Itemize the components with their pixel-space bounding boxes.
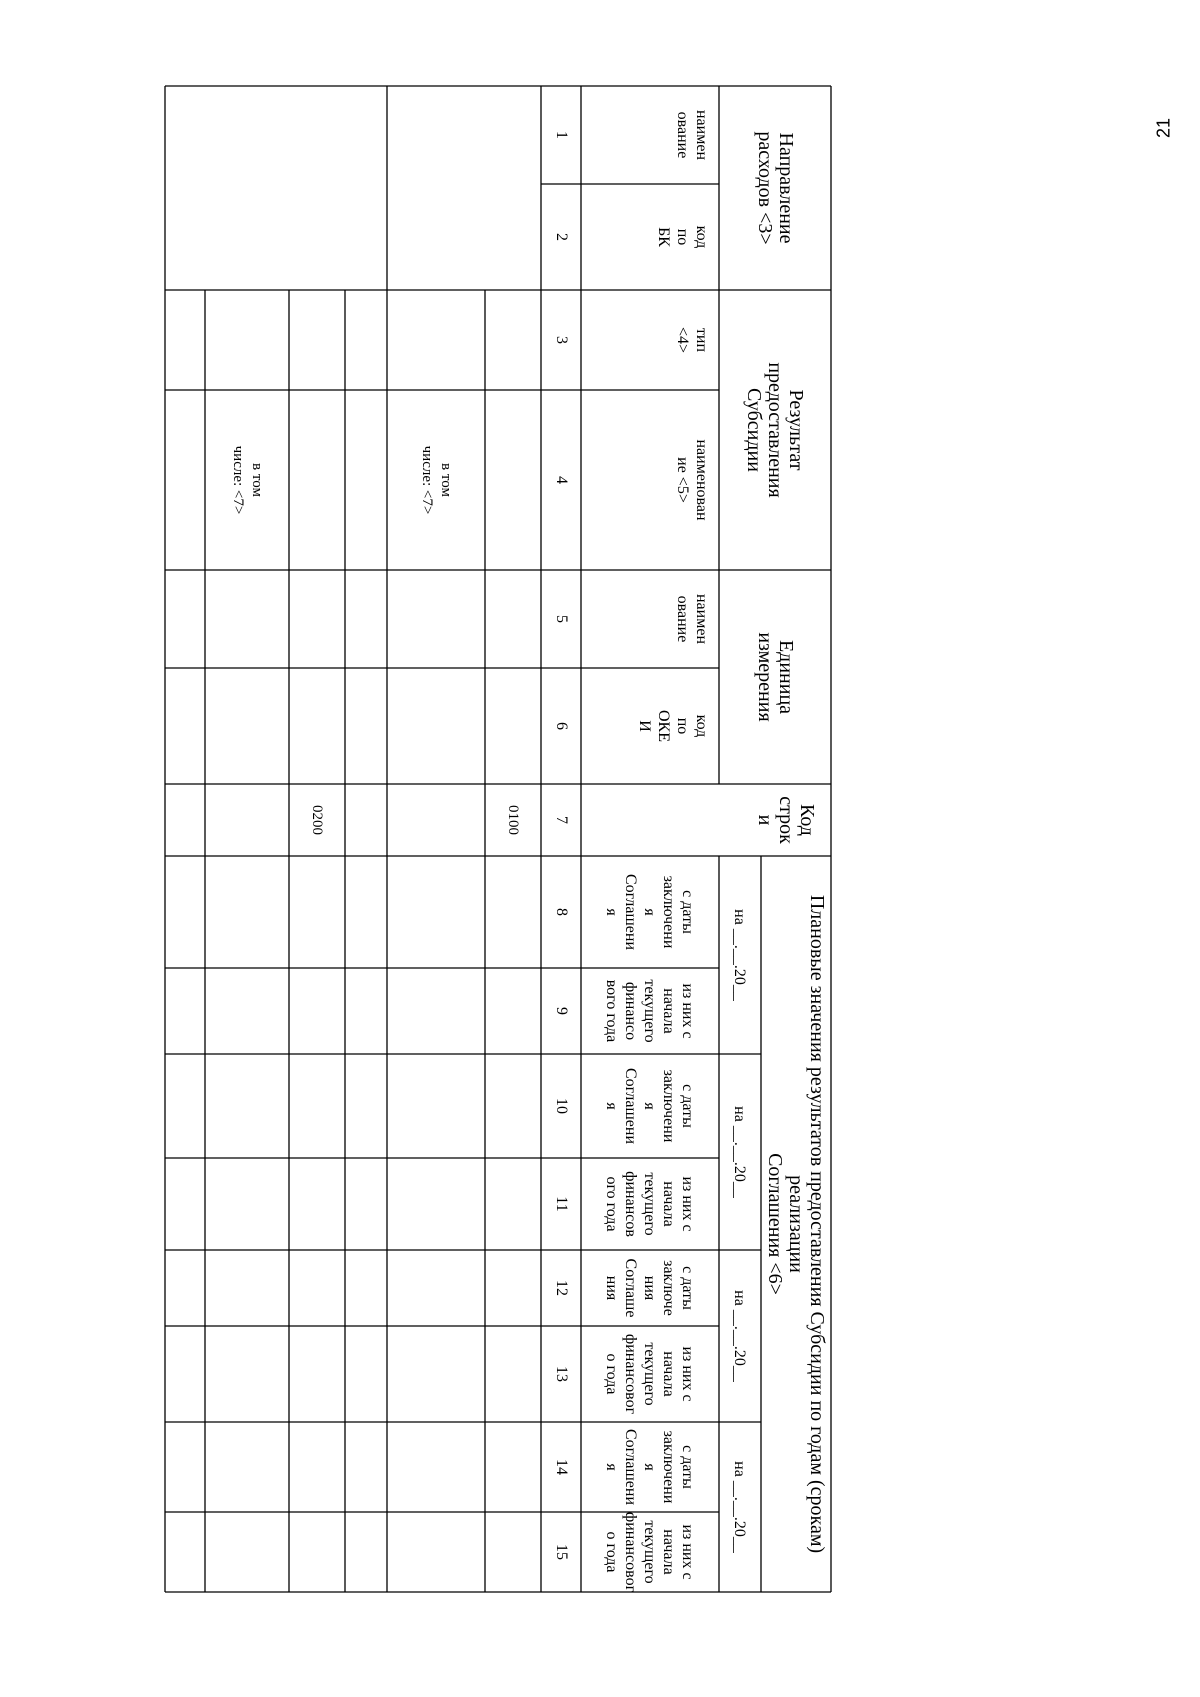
column-number: 5 <box>553 615 570 623</box>
row-code-0200: 0200 <box>309 805 326 835</box>
column-number: 4 <box>553 476 570 484</box>
including-note: в том числе: <7> <box>230 445 265 515</box>
header-unit: Единица измерения <box>754 632 797 722</box>
row-code-0100: 0100 <box>505 805 522 835</box>
header-result-name: наименован ие <5> <box>674 439 710 521</box>
column-number: 13 <box>553 1366 570 1382</box>
page-number: 21 <box>1153 117 1174 139</box>
header-result-type: тип <4> <box>674 326 710 354</box>
column-number: 15 <box>553 1544 570 1560</box>
column-number: 7 <box>553 816 570 824</box>
data-table <box>165 86 831 1592</box>
header-p2-since-agreement: с даты заключени я Соглашени я <box>603 1067 697 1145</box>
header-period-1: на __.__.20__ <box>731 909 749 1001</box>
header-period-4: на __.__.20__ <box>731 1461 749 1553</box>
column-number: 12 <box>553 1280 570 1296</box>
header-p1-since-agreement: с даты заключени я Соглашени я <box>603 873 697 951</box>
header-p3-since-agreement: с даты заключе ния Соглаше ния <box>603 1258 697 1318</box>
header-p3-since-year-start: из них с начала текущего финансовог о года <box>603 1333 697 1415</box>
header-direction-code: код по БК <box>655 225 710 249</box>
column-number: 6 <box>553 722 570 730</box>
header-unit-code: код по ОКЕ И <box>636 710 710 742</box>
column-number: 11 <box>553 1196 570 1212</box>
column-number: 2 <box>553 233 570 241</box>
header-direction: Направление расходов <3> <box>754 131 797 245</box>
column-number: 1 <box>553 131 570 139</box>
column-number: 8 <box>553 908 570 916</box>
column-number: 9 <box>553 1007 570 1015</box>
header-planned-values: Плановые значения результатов предоставления Субсидии по годам (срокам) реализации Соглашения <6> <box>764 894 829 1554</box>
header-p1-since-year-start: из них с начала текущего финансо вого года <box>603 979 697 1043</box>
header-p4-since-year-start: из них с начала текущего финансовог о года <box>603 1511 697 1593</box>
header-period-2: на __.__.20__ <box>731 1106 749 1198</box>
header-unit-name: наимен ование <box>674 593 710 644</box>
including-note: в том числе: <7> <box>419 445 454 515</box>
column-number: 14 <box>553 1459 570 1475</box>
header-p2-since-year-start: из них с начала текущего финансов ого года <box>603 1171 697 1237</box>
header-row-code: Код строк и <box>754 796 818 844</box>
column-number: 3 <box>553 336 570 344</box>
column-number: 10 <box>553 1098 570 1114</box>
header-p4-since-agreement: с даты заключени я Соглашени я <box>603 1428 697 1506</box>
header-direction-name: наимен ование <box>674 109 710 160</box>
header-period-3: на __.__.20__ <box>731 1290 749 1382</box>
header-result: Результат предоставления Субсидии <box>743 362 808 498</box>
